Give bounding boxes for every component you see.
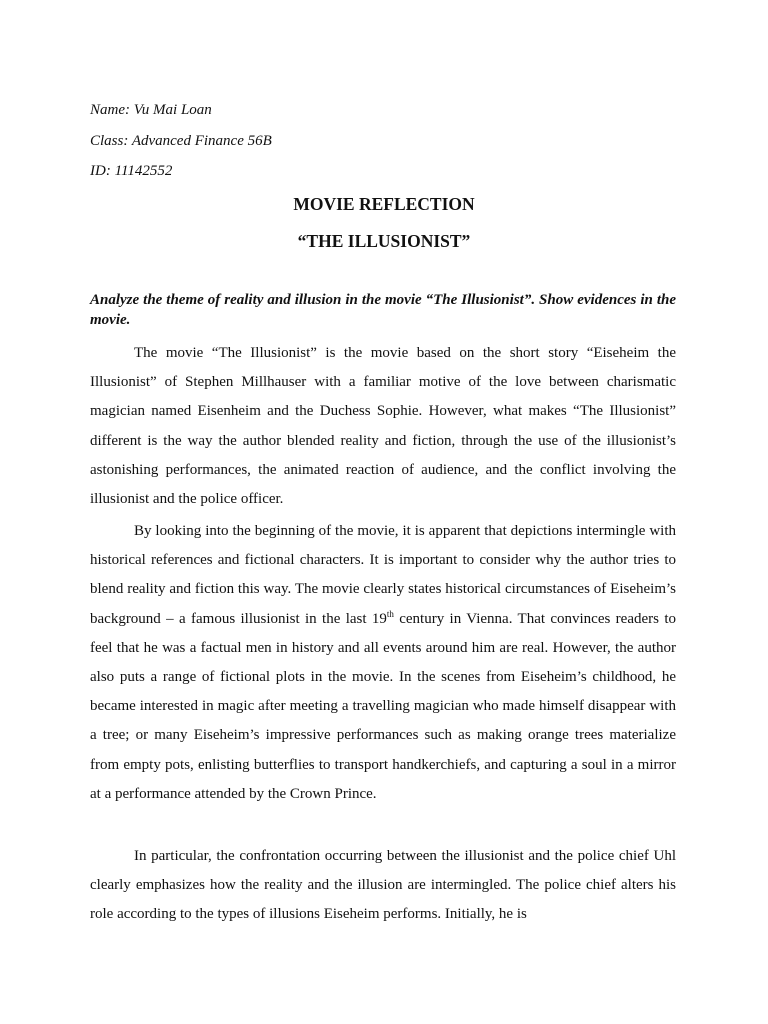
paragraph-2-text-b: century in Vienna. That convinces readers to feel that he was a factual men in history and all events around him are real. However, the author also puts a range of fictional plots in the movie. In the scenes from Eiseheim’s childhood, he became interested in magic after meeting a travelling magician who made himself disappear with a tree; or many Eiseheim’s impressive performances such as making orange trees materialize from empty pots, enlisting butterflies to transport handkerchiefs, and capturing a soul in a mirror at a performance attended by the Crown Prince. [90, 610, 676, 802]
paragraph-1: The movie “The Illusionist” is the movie based on the short story “Eiseheim the Illusionist” of Stephen Millhauser with a familiar motive of the love between charismatic magician named Eisenheim and the Duchess Sophie. However, what makes “The Illusionist” different is the way the author blended reality and fiction, through the use of the illusionist’s astonishing performances, the animated reaction of audience, and the conflict involving the illusionist and the police officer. [90, 345, 676, 508]
student-class: Class: Advanced Finance 56B [90, 133, 272, 149]
essay-prompt: Analyze the theme of reality and illusion in the movie “The Illusionist”. Show evidences in the movie. [90, 292, 676, 328]
student-name: Name: Vu Mai Loan [90, 102, 212, 118]
paragraph-3: In particular, the confrontation occurring between the illusionist and the police chief Uhl clearly emphasizes how the reality and the illusion are intermingled. The police chief alters his role according to the types of illusions Eiseheim performs. Initially, he is [90, 848, 676, 923]
student-id: ID: 11142552 [90, 163, 173, 179]
document-title: MOVIE REFLECTION [293, 194, 475, 214]
paragraph-2 [90, 517, 676, 809]
superscript-th: th [386, 608, 394, 619]
paragraph-2-text-a: By looking into the beginning of the movie, it is apparent that depictions intermingle with historical references and fictional characters. It is important to consider why the author tries to blend reality and fiction this way. The movie clearly states historical circumstances of Eiseheim’s background – a famous illusionist in the last 19 [90, 523, 676, 627]
document-subtitle: “THE ILLUSIONIST” [297, 231, 471, 251]
